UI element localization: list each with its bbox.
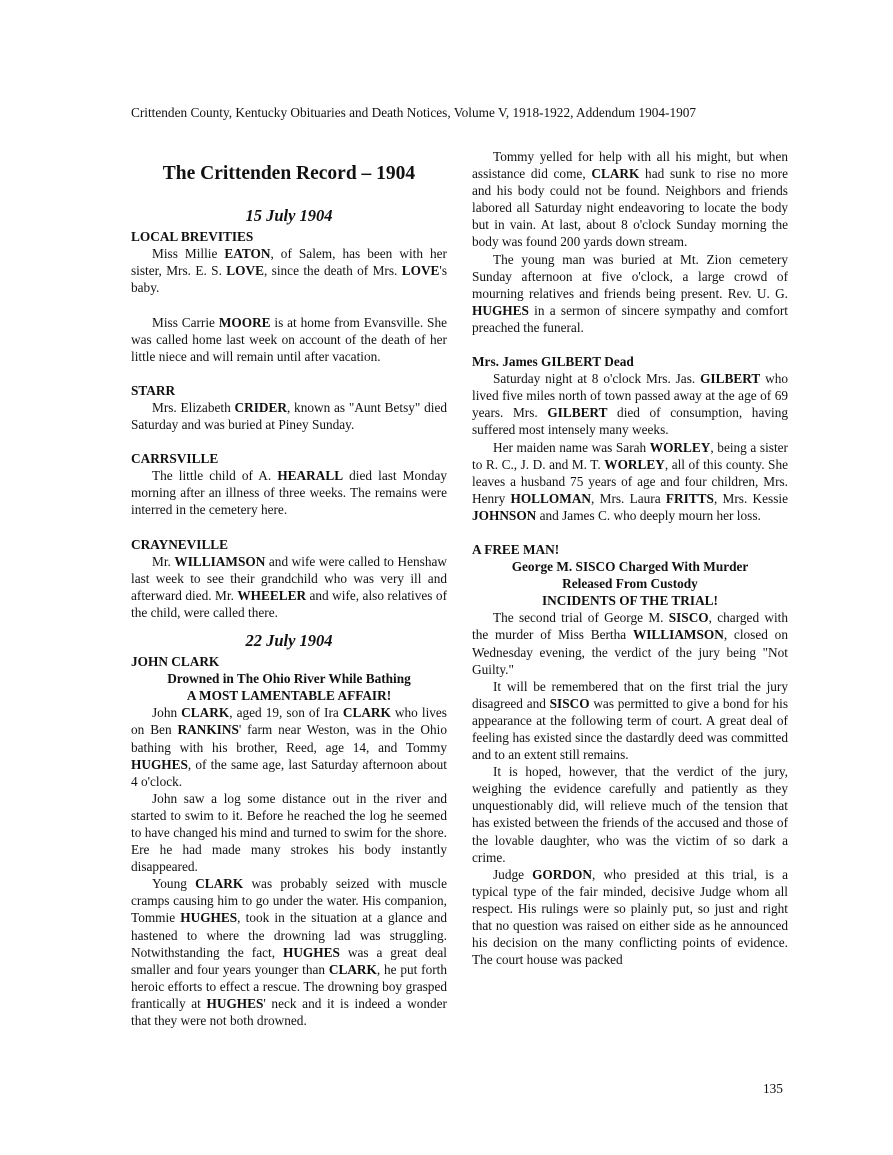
issue-date-22-july: 22 July 1904 bbox=[245, 630, 333, 650]
surname: CLARK bbox=[342, 705, 391, 721]
paragraph-clark-3: Young CLARK was probably seized with muscle cramps causing him to go under the water. His companion, Tommie HUGHES, took in the situation at a glance and hastened to where the drowning lad was struggling. Notwithstanding the fact, HUGHES was a great deal smaller and four years younger than CLARK, he put forth heroic efforts to effect a rescue. The drowning boy grasped frantically at HUGHES' neck and it is indeed a wonder that they were not both drowned. bbox=[131, 876, 447, 1029]
surname: HEARALL bbox=[277, 468, 344, 484]
subheading-drowned: Drowned in The Ohio River While Bathing bbox=[167, 671, 411, 687]
surname: HUGHES bbox=[472, 302, 529, 318]
surname: HUGHES bbox=[282, 944, 340, 960]
paragraph-eaton: Miss Millie EATON, of Salem, has been with her sister, Mrs. E. S. LOVE, since the death of Mrs. LOVE's baby. bbox=[131, 246, 447, 296]
surname: LOVE bbox=[226, 263, 264, 279]
page-number: 135 bbox=[763, 1081, 783, 1096]
surname: MOORE bbox=[218, 314, 271, 330]
surname: CLARK bbox=[181, 705, 230, 721]
paragraph-clark-4: Tommy yelled for help with all his might, but when assistance did come, CLARK had sunk to rise no more and his body could not be found. Neighbors and friends labored all Saturday night endeavoring to locate the body but in vain. At last, about 8 o'clock Sunday morning the body was found 200 yards down stream. bbox=[472, 149, 788, 250]
surname: WILLIAMSON bbox=[174, 553, 266, 569]
surname: WHEELER bbox=[237, 587, 307, 603]
running-head: Crittenden County, Kentucky Obituaries and Death Notices, Volume V, 1918-1922, Addendum 1904-1907 bbox=[131, 105, 697, 120]
surname: CLARK bbox=[328, 961, 377, 977]
paragraph-williamson: Mr. WILLIAMSON and wife were called to Henshaw last week to see their grandchild who was very ill and afterward died. Mr. WHEELER and wife, also relatives of the child, were called there. bbox=[131, 553, 447, 620]
surname: CRIDER bbox=[234, 399, 287, 415]
heading-gilbert: Mrs. James GILBERT Dead bbox=[472, 354, 634, 370]
paragraph-sisco-3: It is hoped, however, that the verdict of the jury, weighing the evidence carefully and patiently as they unquestionably did, will relieve much of the tension that has existed between the friends of the accused and those of the lovable daughter, who was the victim of so dark a crime. bbox=[472, 764, 788, 865]
subheading-lamentable: A MOST LAMENTABLE AFFAIR! bbox=[186, 688, 392, 704]
surname: FRITTS bbox=[665, 490, 714, 506]
paragraph-clark-1: John CLARK, aged 19, son of Ira CLARK who lives on Ben RANKINS' farm near Weston, was in the Ohio bathing with his brother, Reed, age 14, and Tommy HUGHES, of the same age, last Saturday afternoon about 4 o'clock. bbox=[131, 705, 447, 789]
surname: HUGHES bbox=[180, 910, 238, 926]
subheading-released: Released From Custody bbox=[562, 576, 698, 592]
surname: HUGHES bbox=[131, 756, 188, 772]
subheading-sisco-charged: George M. SISCO Charged With Murder bbox=[511, 559, 749, 575]
heading-free-man: A FREE MAN! bbox=[472, 541, 560, 557]
paragraph-moore: Miss Carrie MOORE is at home from Evansville. She was called home last week on account of the death of her little niece and will remain until after vacation. bbox=[131, 314, 447, 364]
heading-local-brevities: LOCAL BREVITIES bbox=[131, 229, 254, 245]
surname: LOVE bbox=[401, 263, 440, 279]
paragraph-sisco-2: It will be remembered that on the first trial the jury disagreed and SISCO was permitted to give a bond for his appearance at the following term of court. A great deal of feeling has existed since the dastardly deed was committed and to an extent still remains. bbox=[472, 678, 788, 763]
surname: JOHNSON bbox=[472, 507, 537, 523]
surname: WILLIAMSON bbox=[632, 627, 724, 643]
surname: SISCO bbox=[668, 610, 709, 626]
surname: GILBERT bbox=[700, 371, 761, 387]
left-column bbox=[131, 148, 447, 1029]
surname: HOLLOMAN bbox=[510, 490, 592, 506]
paragraph-crider: Mrs. Elizabeth CRIDER, known as "Aunt Betsy" died Saturday and was buried at Piney Sunday. bbox=[131, 399, 447, 433]
surname: WORLEY bbox=[649, 439, 711, 455]
paragraph-gilbert-1: Saturday night at 8 o'clock Mrs. Jas. GILBERT who lived five miles north of town passed away at the age of 69 years. Mrs. GILBERT died of consumption, having suffered most intensely many weeks. bbox=[472, 371, 789, 438]
heading-carrsville: CARRSVILLE bbox=[131, 451, 219, 467]
surname: GORDON bbox=[532, 866, 592, 882]
subheading-incidents: INCIDENTS OF THE TRIAL! bbox=[542, 593, 718, 609]
surname: WORLEY bbox=[604, 456, 665, 472]
surname: CLARK bbox=[591, 166, 640, 182]
surname: HUGHES bbox=[206, 995, 264, 1011]
surname: CLARK bbox=[195, 876, 244, 892]
surname: SISCO bbox=[549, 695, 590, 711]
heading-john-clark: JOHN CLARK bbox=[131, 654, 220, 670]
right-column bbox=[472, 148, 788, 968]
heading-crayneville: CRAYNEVILLE bbox=[131, 536, 229, 552]
paragraph-sisco-1: The second trial of George M. SISCO, charged with the murder of Miss Bertha WILLIAMSON, closed on Wednesday evening, the verdict of the jury being "Not Guilty." bbox=[472, 610, 788, 677]
surname: EATON bbox=[224, 246, 271, 262]
paragraph-clark-5: The young man was buried at Mt. Zion cemetery Sunday afternoon at five o'clock, a large crowd of mourning relatives and friends being present. Rev. U. G. HUGHES in a sermon of sincere sympathy and comfort preached the funeral. bbox=[472, 251, 788, 335]
paragraph-clark-2: John saw a log some distance out in the river and started to swim to it. Before he reached the log he seemed to have changed his mind and turned to swim for the shore. Ere he had made many strokes his body instantly disappeared. bbox=[131, 790, 447, 875]
paragraph-hearall: The little child of A. HEARALL died last Monday morning after an illness of three weeks. The remains were interred in the cemetery here. bbox=[131, 468, 447, 518]
issue-date-15-july: 15 July 1904 bbox=[245, 206, 333, 226]
surname: RANKINS bbox=[177, 722, 239, 738]
section-title: The Crittenden Record – 1904 bbox=[162, 163, 416, 184]
paragraph-gilbert-2: Her maiden name was Sarah WORLEY, being a sister to R. C., J. D. and M. T. WORLEY, all of this county. She leaves a husband 75 years of age and four children, Mrs. Henry HOLLOMAN, Mrs. Laura FRITTS, Mrs. Kessie JOHNSON and James C. who deeply mourn her loss. bbox=[472, 439, 788, 523]
heading-starr: STARR bbox=[131, 382, 176, 398]
paragraph-sisco-4: Judge GORDON, who presided at this trial, is a typical type of the fair minded, decisive Judge whom all respect. His rulings were so plainly put, so just and right that no question was raised on either side as he announced his decision on the many conflicting points of evidence. The court house was packed bbox=[472, 866, 788, 968]
surname: GILBERT bbox=[547, 405, 608, 421]
